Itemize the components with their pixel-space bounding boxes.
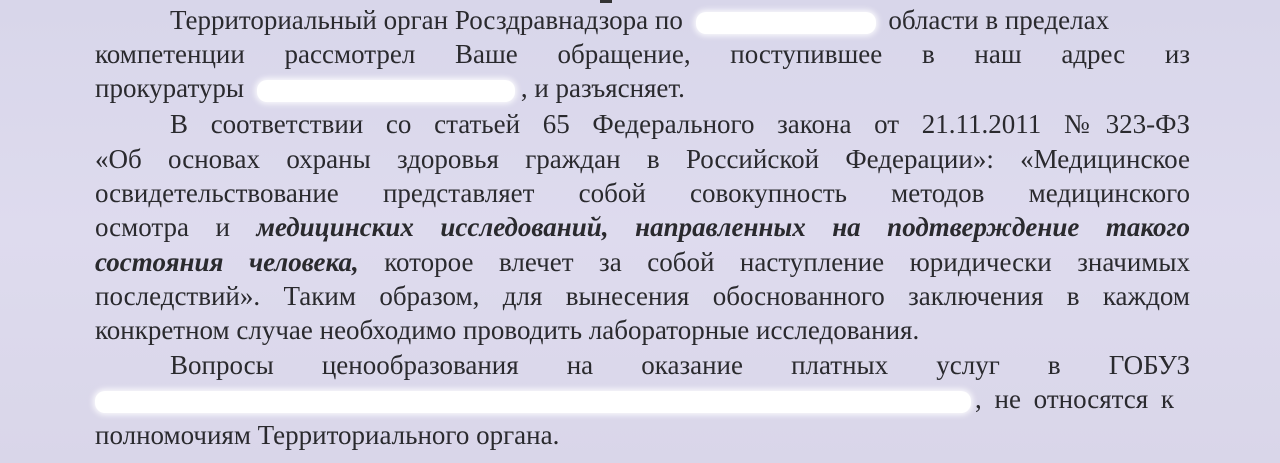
para1-line2: компетенции рассмотрел Ваше обращение, поступившее в наш адрес из [95,39,1190,69]
para1-text-b: области в пределах [888,5,1110,35]
para2-line4 [95,210,1190,244]
para3-line1: Вопросы ценообразования на оказание платных услуг в ГОБУЗ [170,350,1190,380]
para2-line3: освидетельствование представляет собой совокупность методов медицинского [95,178,1190,208]
redacted-region [257,80,515,102]
para1-line3 [95,71,1190,105]
para3-line2 [95,382,1190,416]
para1-text-c: прокуратуры [95,73,245,103]
redacted-region [696,12,876,34]
para2-line1: В соответствии со статьей 65 Федерального закона от 21.11.2011 №323-ФЗ [170,109,1190,139]
para2-text-a: осмотра и [95,212,257,242]
para1-text-a: Территориальный орган Росздравнадзора по [170,5,683,35]
para3-text-b: , не относятся к [975,384,1175,414]
para2-emphasis-1: медицинских исследований, направленных на подтверждение такого [256,212,1190,242]
para2-emphasis-2: состояния человека, [95,247,359,277]
para1-line1 [170,3,1190,37]
para2-text-b: которое влечет за собой наступление юридически значимых [358,247,1190,277]
para2-line7: конкретном случае необходимо проводить лабораторные исследования. [95,315,920,345]
redacted-region [95,391,971,413]
para2-line6: последствий». Таким образом, для вынесения обоснованного заключения в каждом [95,281,1190,311]
para2-line5 [95,245,1190,279]
para2-line2: «Об основах охраны здоровья граждан в Российской Федерации»: «Медицинское [95,144,1190,174]
para1-text-d: , и разъясняет. [520,73,685,103]
para3-line3: полномочиям Территориального органа. [95,420,560,450]
